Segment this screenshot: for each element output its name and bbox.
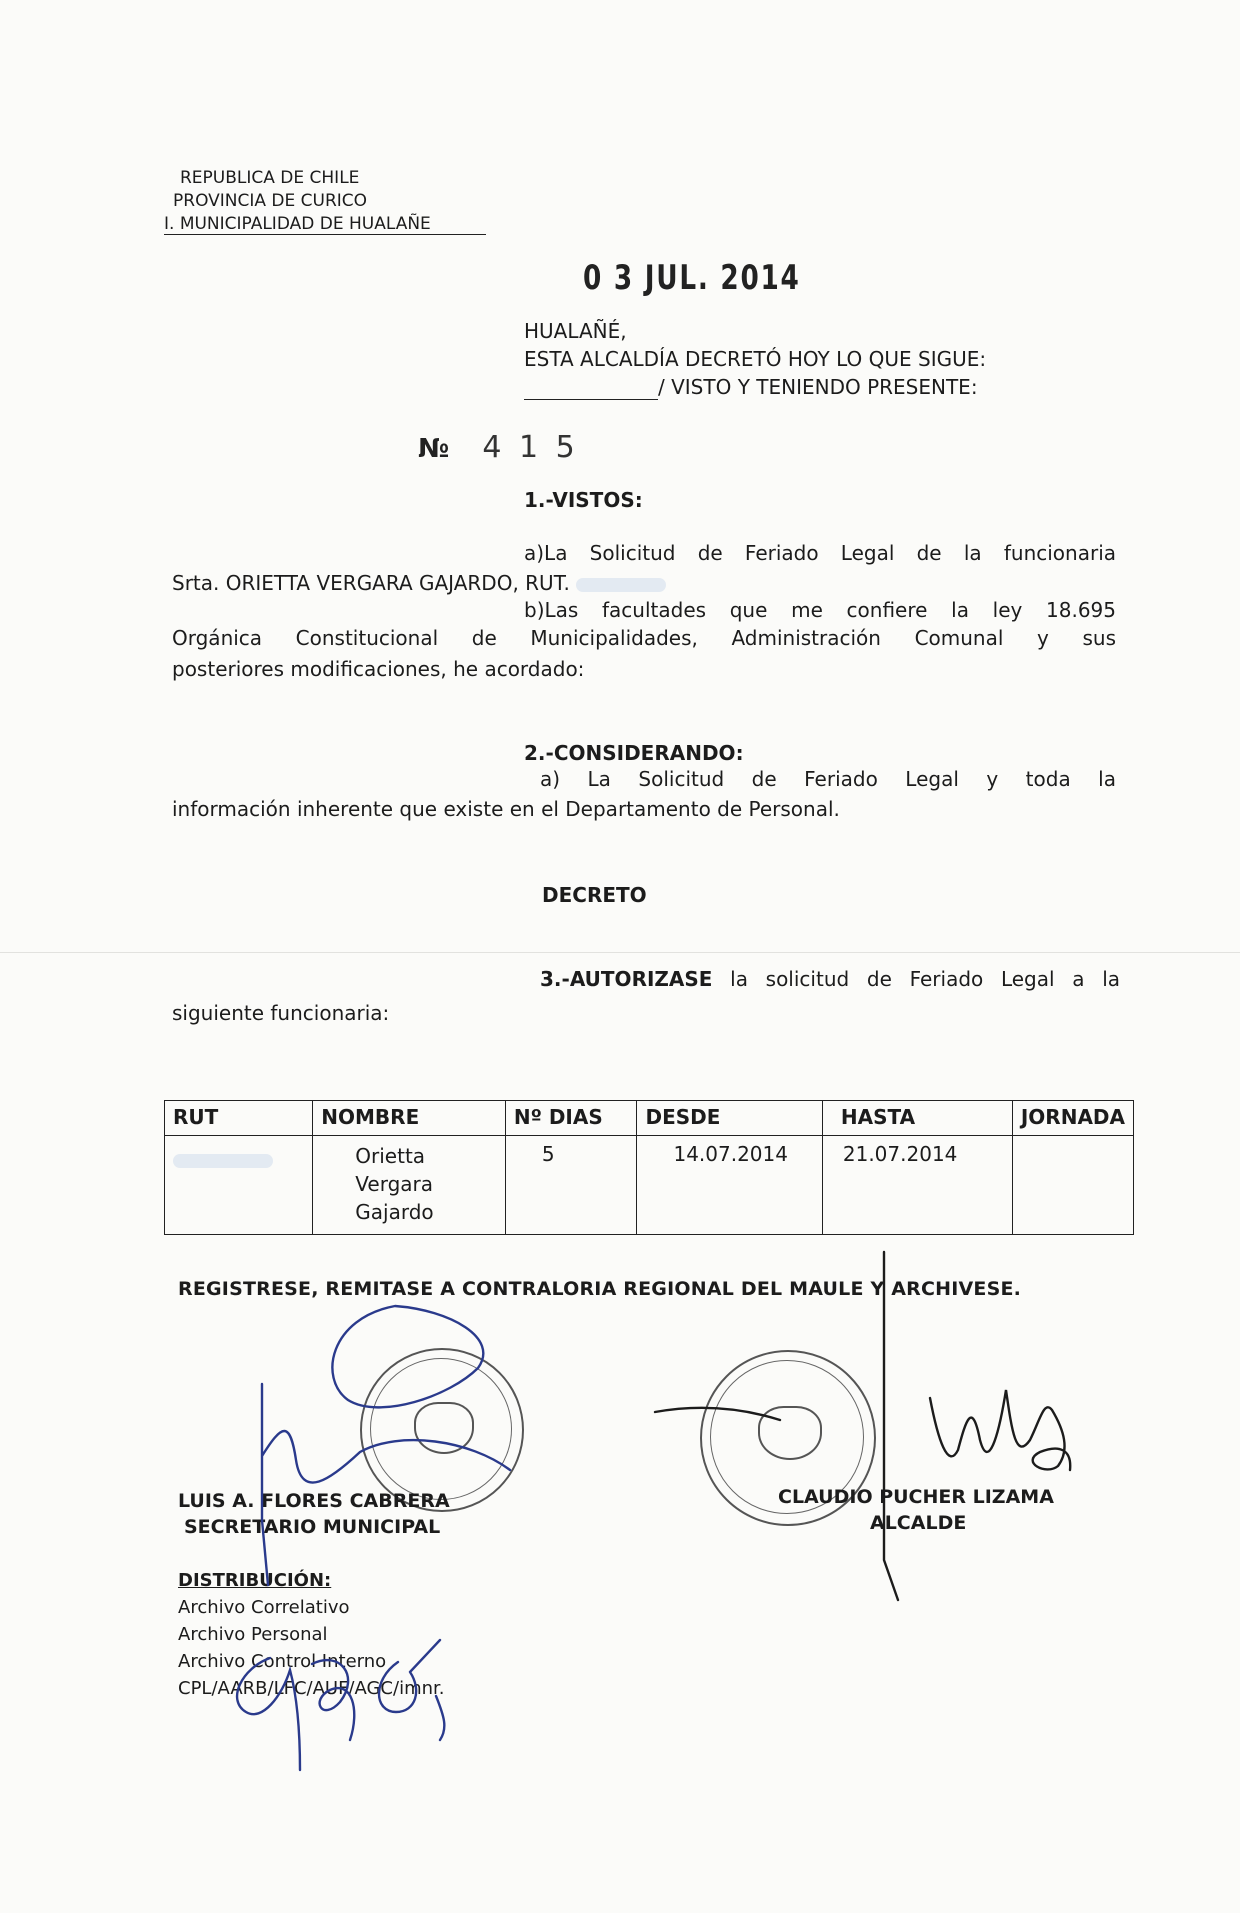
redacted-rut <box>576 578 666 592</box>
intro-line: ESTA ALCALDÍA DECRETÓ HOY LO QUE SIGUE: <box>524 347 987 371</box>
vistos-a-line2-text: Srta. ORIETTA VERGARA GAJARDO, RUT. <box>172 571 570 595</box>
nombre-line3: Gajardo <box>355 1200 434 1224</box>
nombre-line2: Vergara <box>355 1172 434 1196</box>
col-header-rut: RUT <box>165 1101 313 1136</box>
cell-hasta: 21.07.2014 <box>822 1136 1012 1235</box>
blank-line <box>524 381 658 400</box>
table-row <box>165 1136 1134 1235</box>
decreto-item3-rest: la solicitud de Feriado Legal a la <box>712 967 1120 991</box>
closing-order: REGISTRESE, REMITASE A CONTRALORIA REGIONAL DEL MAULE Y ARCHIVESE. <box>178 1278 1022 1300</box>
distribution-block <box>178 1567 444 1702</box>
cell-desde: 14.07.2014 <box>637 1136 822 1235</box>
intro-visto-text: / VISTO Y TENIENDO PRESENTE: <box>658 375 978 399</box>
secretary-signature-block <box>178 1488 450 1540</box>
cell-rut <box>165 1136 313 1235</box>
intro-visto <box>524 374 1044 400</box>
vistos-b-line1: b)Las facultades que me confiere la ley 18.695 <box>524 598 1116 622</box>
cell-nombre <box>313 1136 506 1235</box>
mayor-signature-block <box>778 1484 1054 1536</box>
considerando-a-line2: información inherente que existe en el Departamento de Personal. <box>172 797 840 821</box>
col-header-hasta: HASTA <box>822 1101 1012 1136</box>
mayor-title: ALCALDE <box>870 1512 967 1534</box>
vistos-heading: 1.-VISTOS: <box>524 488 643 512</box>
decreto-item3-verb: 3.-AUTORIZASE <box>540 967 713 991</box>
decree-number: 4 1 5 <box>482 430 579 465</box>
redacted-rut-cell <box>173 1154 273 1168</box>
nombre-line1: Orietta <box>355 1144 426 1168</box>
table-header-row <box>165 1101 1134 1136</box>
distribution-item: Archivo Correlativo <box>178 1597 350 1618</box>
secretary-seal-ring <box>370 1358 512 1500</box>
col-header-dias: Nº DIAS <box>505 1101 637 1136</box>
considerando-a-line1: a) La Solicitud de Feriado Legal y toda la <box>540 767 1116 791</box>
cell-dias: 5 <box>505 1136 637 1235</box>
vistos-a-line1: a)La Solicitud de Feriado Legal de la funcionaria <box>524 541 1116 565</box>
decreto-heading: DECRETO <box>542 883 647 907</box>
intro-place: HUALAÑÉ, <box>524 319 627 343</box>
distribution-heading: DISTRIBUCIÓN: <box>178 1570 332 1591</box>
decree-number-stamp <box>418 430 579 465</box>
vistos-a-line2 <box>172 570 666 596</box>
header-province: PROVINCIA DE CURICO <box>173 191 368 211</box>
distribution-item: Archivo Personal <box>178 1624 328 1645</box>
header-municipality: I. MUNICIPALIDAD DE HUALAÑE <box>164 214 431 234</box>
scan-crease <box>0 952 1240 953</box>
issuer-header <box>164 167 494 236</box>
col-header-nombre: NOMBRE <box>313 1101 506 1136</box>
col-header-jornada: JORNADA <box>1012 1101 1133 1136</box>
leave-table <box>164 1100 1134 1235</box>
stamp-mark-icon: № <box>418 434 450 464</box>
col-header-desde: DESDE <box>637 1101 822 1136</box>
decreto-item3-line2: siguiente funcionaria: <box>172 1001 390 1025</box>
vistos-b-line2: Orgánica Constitucional de Municipalidades, Administración Comunal y sus <box>172 626 1116 650</box>
vistos-b-line3: posteriores modificaciones, he acordado: <box>172 657 585 681</box>
date-stamp: 0 3 JUL. 2014 <box>583 258 801 298</box>
intro-block <box>524 318 1044 400</box>
mayor-signature-line <box>884 1252 898 1600</box>
considerando-heading: 2.-CONSIDERANDO: <box>524 741 744 765</box>
cell-jornada <box>1012 1136 1133 1235</box>
secretary-name: LUIS A. FLORES CABRERA <box>178 1490 450 1512</box>
mayor-name: CLAUDIO PUCHER LIZAMA <box>778 1486 1054 1508</box>
header-underline <box>164 234 486 235</box>
decreto-item3 <box>540 966 1120 992</box>
secretary-title: SECRETARIO MUNICIPAL <box>184 1516 441 1538</box>
distribution-item: Archivo Control Interno <box>178 1651 387 1672</box>
header-republic: REPUBLICA DE CHILE <box>180 168 360 188</box>
distribution-item: CPL/AARB/LFC/AUF/AGC/imnr. <box>178 1678 445 1699</box>
